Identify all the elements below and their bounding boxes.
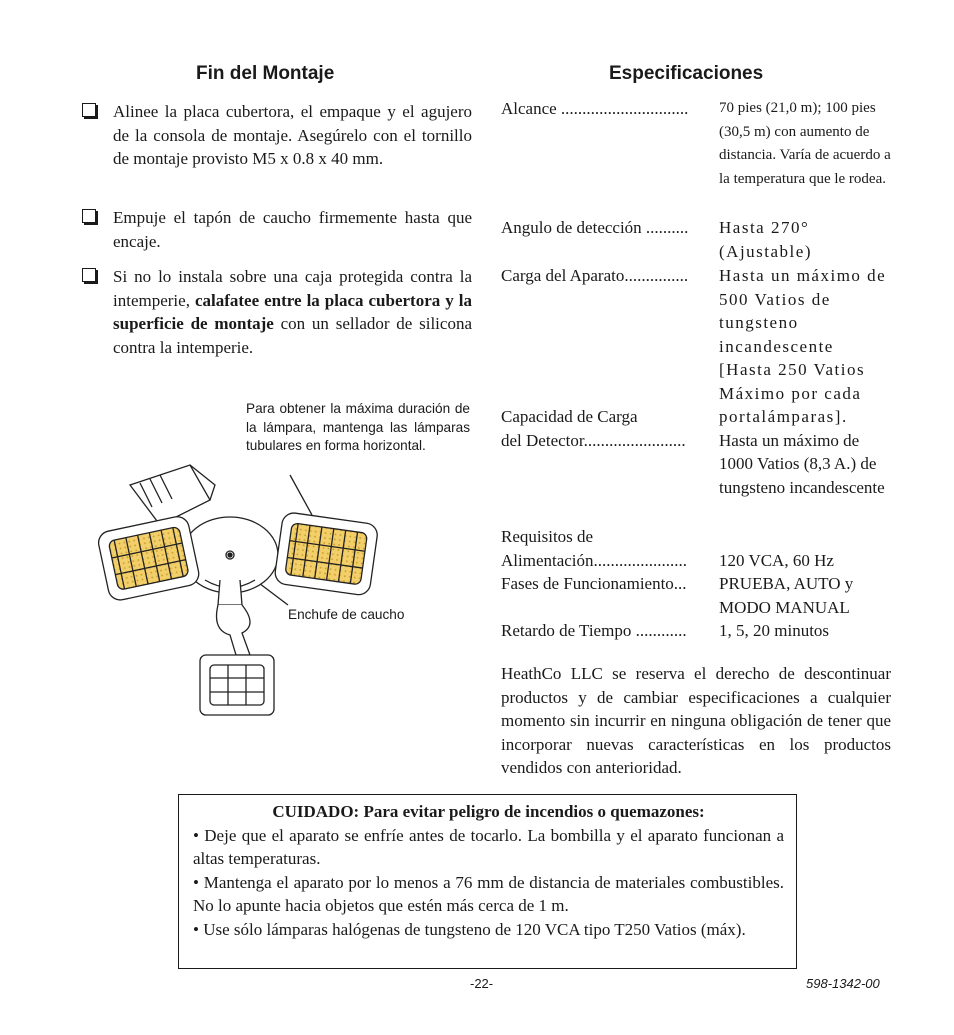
page-number: -22- [470, 976, 494, 991]
spec-alcance-value: 70 pies (21,0 m); 100 pies (30,5 m) con aumento de distancia. Varía de acuerdo a la temperatura que le rodea. [719, 100, 891, 187]
spec-capacidad-label-1: Capacidad de Carga [501, 407, 638, 426]
callout-plug: Enchufe de caucho [288, 607, 405, 622]
spec-capacidad-label-2: del Detector........................ [501, 430, 686, 450]
step-3-text: Si no lo instala sobre una caja protegida contra la intemperie, calafatee entre la placa cubertora y la superficie de montaje con un sellador de silicona contra la intemperie. [113, 267, 472, 357]
warning-bullet-2: • Mantenga el aparato por lo menos a 76 mm de distancia de materiales combustibles. No lo apunte hacia objetos que estén más cerca de 1 m. [193, 872, 784, 915]
warning-title: CUIDADO: Para evitar peligro de incendios o quemazones: [272, 802, 705, 821]
checkbox-icon [82, 103, 96, 117]
spec-alcance-label: Alcance .............................. [501, 99, 689, 118]
spec-fases-label: Fases de Funcionamiento... [501, 574, 687, 593]
step-3-bold: calafatee entre la placa cubertora y la superficie de montaje [113, 290, 472, 333]
spec-retardo-value: 1, 5, 20 minutos [719, 621, 830, 640]
right-heading: Especificaciones [609, 63, 764, 84]
step-1 [82, 100, 472, 171]
spec-requisitos-value: 120 VCA, 60 Hz [719, 550, 834, 570]
floodlight-illustration [90, 455, 470, 725]
warning-bullet-3: • Use sólo lámparas halógenas de tungsteno de 120 VCA tipo T250 Vatios (máx). [193, 919, 746, 939]
warning-box [178, 794, 797, 969]
spec-capacidad-value: Hasta un máximo de 1000 Vatios (8,3 A.) de tungsteno incandescente [719, 430, 885, 497]
callout-lamps: Para obtener la máxima duración de la lámpara, mantenga las lámparas tubulares en forma horizontal. [246, 401, 470, 453]
spec-retardo-label: Retardo de Tiempo ............ [501, 621, 687, 640]
step-1-text: Alinee la placa cubertora, el empaque y el agujero de la consola de montaje. Asegúrelo con el tornillo de montaje provisto M5 x 0.8 x 40 mm. [113, 102, 472, 168]
disclaimer: HeathCo LLC se reserva el derecho de descontinuar productos y de cambiar especificaciones a cualquier momento sin incurrir en ninguna obligación de tener que incorporar nuevas características en los productos vendidos con anterioridad. [501, 664, 891, 777]
left-heading: Fin del Montaje [196, 63, 335, 84]
spec-carga-value: Hasta un máximo de 500 Vatios de tungsteno incandescente [Hasta 250 Vatios Máximo por cada portalámparas]. [719, 266, 887, 426]
doc-number: 598-1342-00 [806, 976, 880, 991]
step-2 [82, 206, 472, 253]
spec-carga-label: Carga del Aparato............... [501, 266, 689, 285]
spec-fases-value: PRUEBA, AUTO y MODO MANUAL [719, 574, 854, 617]
spec-angulo-value: Hasta 270° (Ajustable) [719, 218, 812, 261]
checkbox-icon [82, 209, 96, 223]
checkbox-icon [82, 268, 96, 282]
step-3 [82, 265, 472, 359]
spec-requisitos-label-2: Alimentación...................... [501, 550, 688, 570]
step-2-text: Empuje el tapón de caucho firmemente hasta que encaje. [113, 208, 472, 251]
spec-angulo-label: Angulo de detección .......... [501, 218, 689, 237]
spec-requisitos-label-1: Requisitos de [501, 527, 594, 546]
warning-bullet-1: • Deje que el aparato se enfríe antes de tocarlo. La bombilla y el aparato funcionan a altas temperaturas. [193, 825, 784, 868]
